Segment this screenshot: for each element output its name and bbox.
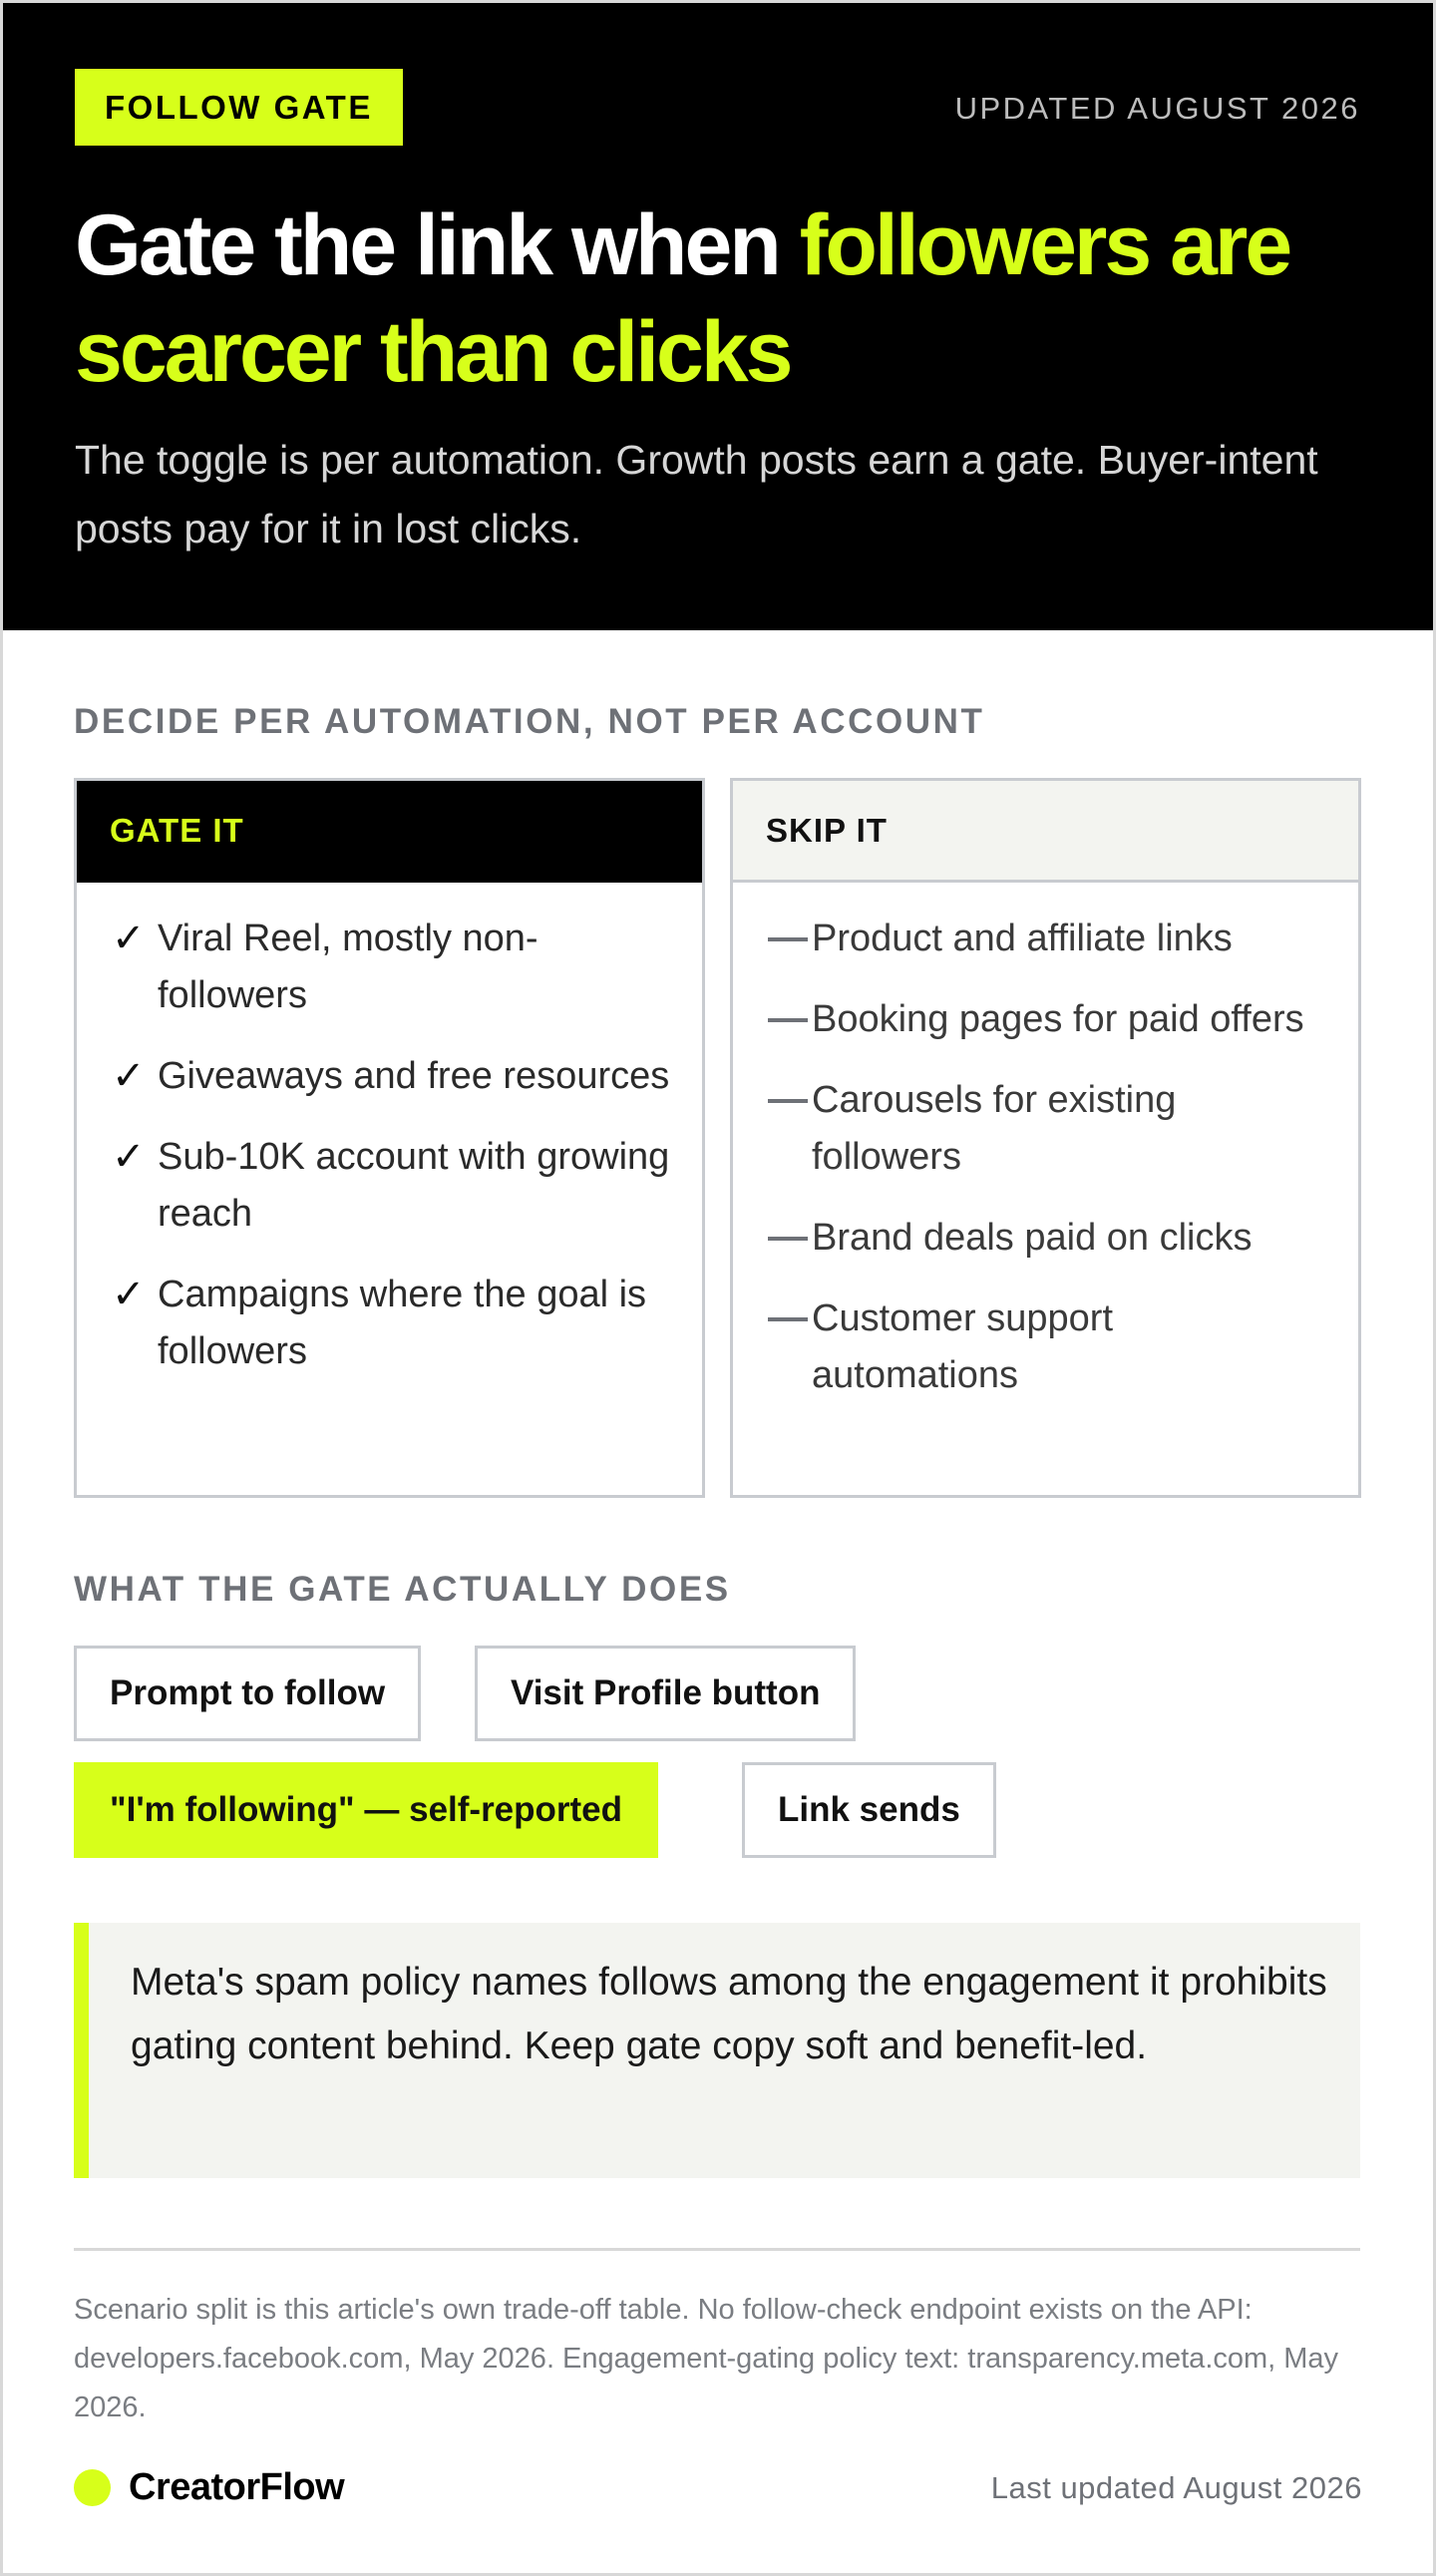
list-item xyxy=(768,1072,1328,1186)
hero-banner xyxy=(3,3,1433,630)
list-item xyxy=(112,1267,672,1380)
dash-icon xyxy=(768,1237,808,1241)
topic-badge: FOLLOW GATE xyxy=(75,69,403,146)
list-item xyxy=(112,1048,672,1105)
list-item-text: Customer support automations xyxy=(812,1297,1114,1396)
gate-it-list xyxy=(77,883,702,1380)
list-item-text: Giveaways and free resources xyxy=(158,1055,670,1097)
list-item xyxy=(768,991,1328,1048)
gate-it-card xyxy=(74,778,705,1498)
brand-logo-dot xyxy=(74,2469,111,2506)
headline xyxy=(75,192,1331,406)
headline-plain: Gate the link when xyxy=(75,197,800,293)
step-prompt-to-follow: Prompt to follow xyxy=(74,1646,421,1741)
list-item-text: Booking pages for paid offers xyxy=(812,998,1304,1040)
step-link-sends: Link sends xyxy=(742,1762,996,1858)
divider xyxy=(74,2248,1360,2251)
list-item-text: Brand deals paid on clicks xyxy=(812,1217,1253,1259)
skip-it-list xyxy=(733,883,1358,1404)
list-item xyxy=(112,911,672,1024)
list-item-text: Campaigns where the goal is followers xyxy=(158,1274,647,1372)
sources-note: Scenario split is this article's own trade-off table. No follow-check endpoint exists on the API: developers.facebook.com, May 2026. Engagement-gating policy text: transparency.meta.com, May 2026. xyxy=(74,2294,1339,2423)
list-item xyxy=(112,1129,672,1243)
policy-callout xyxy=(74,1923,1360,2178)
list-item-text: Product and affiliate links xyxy=(812,918,1233,959)
dash-icon xyxy=(768,1018,808,1022)
check-icon: ✓ xyxy=(112,1135,146,1179)
list-item-text: Sub-10K account with growing reach xyxy=(158,1136,670,1235)
headline-highlight: followers are scarcer than clicks xyxy=(75,197,1290,400)
list-item xyxy=(768,911,1328,967)
step-visit-profile-button: Visit Profile button xyxy=(475,1646,856,1741)
subhead: The toggle is per automation. Growth posts earn a gate. Buyer-intent posts pay for it in lost clicks. xyxy=(75,437,1318,552)
list-item xyxy=(768,1290,1328,1404)
gate-it-heading: GATE IT xyxy=(77,781,702,883)
brand-name: CreatorFlow xyxy=(129,2466,345,2508)
check-icon: ✓ xyxy=(112,1054,146,1098)
dash-icon xyxy=(768,1317,808,1321)
dash-icon xyxy=(768,1099,808,1103)
check-icon: ✓ xyxy=(112,1273,146,1316)
policy-callout-text: Meta's spam policy names follows among the engagement it prohibits gating content behind. Keep gate copy soft and benefit-led. xyxy=(131,1961,1327,2067)
list-item-text: Carousels for existing followers xyxy=(812,1079,1177,1178)
skip-it-heading: SKIP IT xyxy=(733,781,1358,883)
check-icon: ✓ xyxy=(112,917,146,960)
footer-updated-date: Last updated August 2026 xyxy=(990,2470,1362,2505)
skip-it-card xyxy=(730,778,1361,1498)
dash-icon xyxy=(768,937,808,941)
does-section-title: WHAT THE GATE ACTUALLY DOES xyxy=(74,1570,731,1609)
decide-section-title: DECIDE PER AUTOMATION, NOT PER ACCOUNT xyxy=(74,702,985,741)
updated-date: UPDATED AUGUST 2026 xyxy=(954,91,1360,126)
list-item xyxy=(768,1210,1328,1267)
step-self-reported-following: "I'm following" — self-reported xyxy=(74,1762,658,1858)
list-item-text: Viral Reel, mostly non-followers xyxy=(158,918,538,1016)
